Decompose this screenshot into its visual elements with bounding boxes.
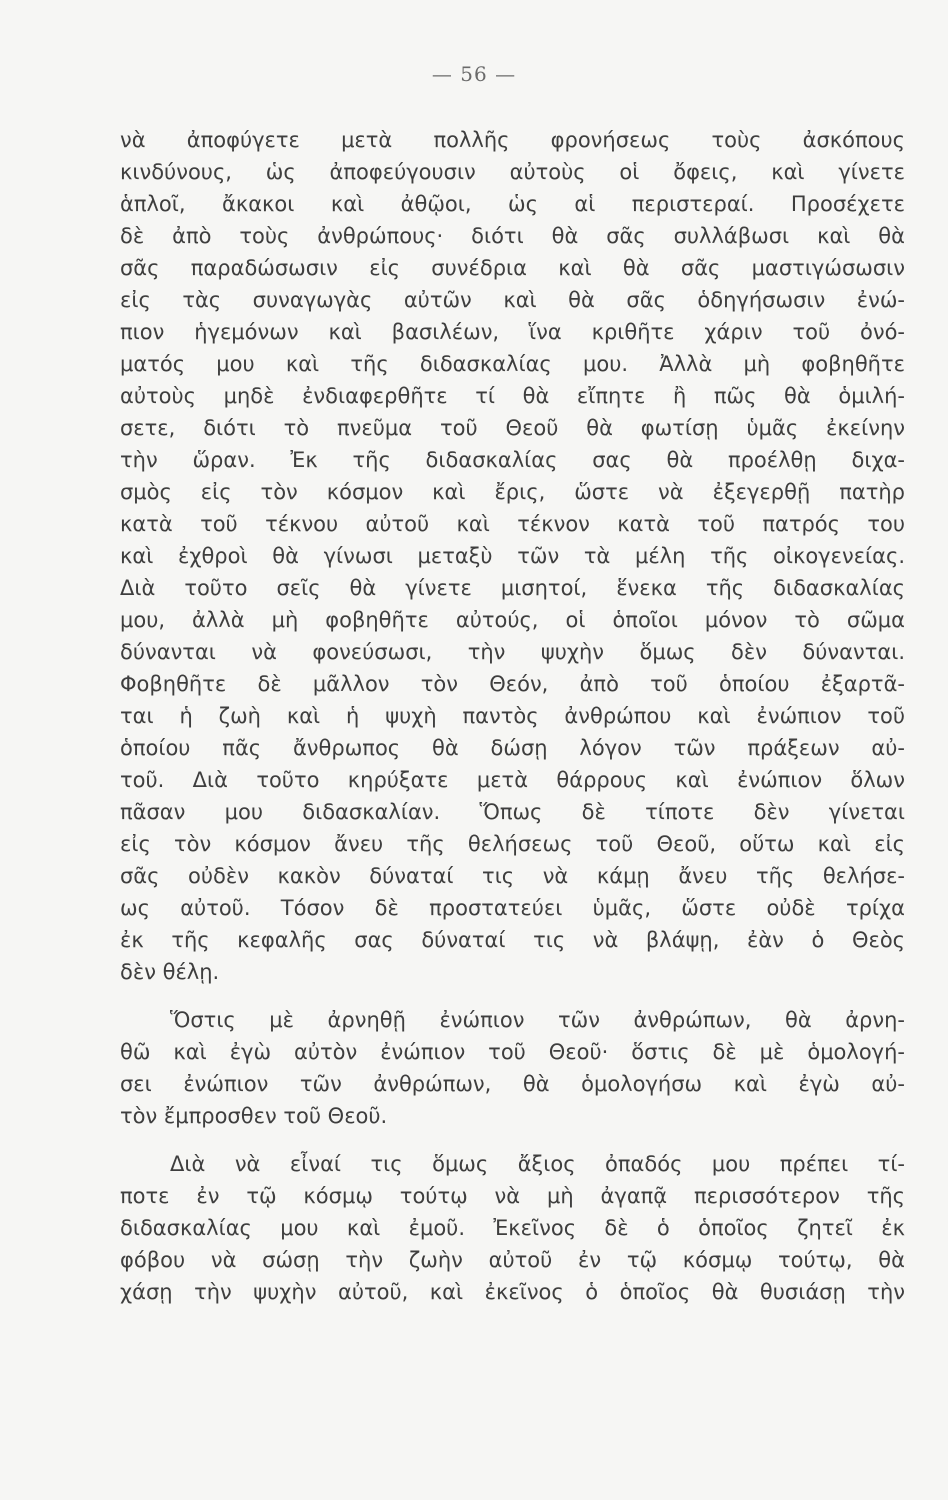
- text-line: Διὰ τοῦτο σεῖς θὰ γίνετε μισητοί, ἕνεκα τῆς διδασκαλίας: [120, 576, 905, 600]
- text-line: ποτε ἐν τῷ κόσμῳ τούτῳ νὰ μὴ ἀγαπᾷ περισσότερον τῆς: [120, 1184, 905, 1208]
- text-line: πιον ἡγεμόνων καὶ βασιλέων, ἵνα κριθῆτε χάριν τοῦ ὀνό-: [120, 320, 905, 344]
- text-line: σᾶς οὐδὲν κακὸν δύναταί τις νὰ κάμῃ ἄνευ τῆς θελήσε-: [120, 864, 905, 888]
- text-line: νὰ ἀποφύγετε μετὰ πολλῆς φρονήσεως τοὺς ἀσκόπους: [120, 128, 905, 152]
- paragraph-2: [120, 1004, 905, 1132]
- text-line: καὶ ἐχθροὶ θὰ γίνωσι μεταξὺ τῶν τὰ μέλη τῆς οἰκογενείας.: [120, 544, 905, 568]
- text-line: ἁπλοῖ, ἄκακοι καὶ ἀθῷοι, ὡς αἱ περιστεραί. Προσέχετε: [120, 192, 905, 216]
- paragraph-3: [120, 1148, 905, 1308]
- text-line: τὴν ὥραν. Ἐκ τῆς διδασκαλίας σας θὰ προέλθῃ διχα-: [120, 448, 905, 472]
- text-line: δὲ ἀπὸ τοὺς ἀνθρώπους· διότι θὰ σᾶς συλλάβωσι καὶ θὰ: [120, 224, 905, 248]
- text-line: σμὸς εἰς τὸν κόσμον καὶ ἔρις, ὥστε νὰ ἐξεγερθῇ πατὴρ: [120, 480, 905, 504]
- page-number: — 56 —: [431, 62, 517, 86]
- text-line: θῶ καὶ ἐγὼ αὐτὸν ἐνώπιον τοῦ Θεοῦ· ὅστις δὲ μὲ ὁμολογή-: [120, 1040, 905, 1064]
- text-line: εἰς τὰς συναγωγὰς αὐτῶν καὶ θὰ σᾶς ὁδηγήσωσιν ἐνώ-: [120, 288, 905, 312]
- text-line: μου, ἀλλὰ μὴ φοβηθῆτε αὐτούς, οἱ ὁποῖοι μόνον τὸ σῶμα: [120, 608, 905, 632]
- text-line: χάσῃ τὴν ψυχὴν αὐτοῦ, καὶ ἐκεῖνος ὁ ὁποῖος θὰ θυσιάσῃ τὴν: [120, 1280, 905, 1304]
- text-line: τοῦ. Διὰ τοῦτο κηρύξατε μετὰ θάρρους καὶ ἐνώπιον ὅλων: [120, 768, 905, 792]
- text-line: ως αὐτοῦ. Τόσον δὲ προστατεύει ὑμᾶς, ὥστε οὐδὲ τρίχα: [120, 896, 905, 920]
- paragraph-1: [120, 124, 905, 988]
- text-line: διδασκαλίας μου καὶ ἐμοῦ. Ἐκεῖνος δὲ ὁ ὁποῖος ζητεῖ ἐκ: [120, 1216, 905, 1240]
- text-line: ἐκ τῆς κεφαλῆς σας δύναταί τις νὰ βλάψῃ, ἐὰν ὁ Θεὸς: [120, 928, 905, 952]
- text-line: Ὅστις μὲ ἀρνηθῇ ἐνώπιον τῶν ἀνθρώπων, θὰ ἀρνη-: [170, 1008, 905, 1032]
- text-line: δύνανται νὰ φονεύσωσι, τὴν ψυχὴν ὅμως δὲν δύνανται.: [120, 640, 905, 664]
- text-line: κινδύνους, ὡς ἀποφεύγουσιν αὐτοὺς οἱ ὄφεις, καὶ γίνετε: [120, 160, 905, 184]
- text-line: Διὰ νὰ εἶναί τις ὅμως ἄξιος ὀπαδός μου πρέπει τί-: [170, 1152, 905, 1176]
- text-line: τὸν ἔμπροσθεν τοῦ Θεοῦ.: [120, 1104, 388, 1128]
- text-line: σᾶς παραδώσωσιν εἰς συνέδρια καὶ θὰ σᾶς μαστιγώσωσιν: [120, 256, 905, 280]
- text-line: σετε, διότι τὸ πνεῦμα τοῦ Θεοῦ θὰ φωτίσῃ ὑμᾶς ἐκείνην: [120, 416, 905, 440]
- text-line: Φοβηθῆτε δὲ μᾶλλον τὸν Θεόν, ἀπὸ τοῦ ὁποίου ἐξαρτᾶ-: [120, 672, 905, 696]
- text-line: εἰς τὸν κόσμον ἄνευ τῆς θελήσεως τοῦ Θεοῦ, οὕτω καὶ εἰς: [120, 832, 905, 856]
- text-line: ται ἡ ζωὴ καὶ ἡ ψυχὴ παντὸς ἀνθρώπου καὶ ἐνώπιον τοῦ: [120, 704, 905, 728]
- text-line: ματός μου καὶ τῆς διδασκαλίας μου. Ἀλλὰ μὴ φοβηθῆτε: [120, 352, 905, 376]
- text-block: [120, 124, 905, 1308]
- text-line: ὁποίου πᾶς ἄνθρωπος θὰ δώσῃ λόγον τῶν πράξεων αὐ-: [120, 736, 905, 760]
- text-line: πᾶσαν μου διδασκαλίαν. Ὅπως δὲ τίποτε δὲν γίνεται: [120, 800, 905, 824]
- paragraph-gap: [120, 1132, 905, 1148]
- text-line: κατὰ τοῦ τέκνου αὐτοῦ καὶ τέκνον κατὰ τοῦ πατρός του: [120, 512, 905, 536]
- paragraph-gap: [120, 988, 905, 1004]
- text-line: δὲν θέλῃ.: [120, 960, 220, 984]
- text-line: αὐτοὺς μηδὲ ἐνδιαφερθῆτε τί θὰ εἴπητε ἢ πῶς θὰ ὁμιλή-: [120, 384, 905, 408]
- text-line: σει ἐνώπιον τῶν ἀνθρώπων, θὰ ὁμολογήσω καὶ ἐγὼ αὐ-: [120, 1072, 905, 1096]
- text-line: φόβου νὰ σώσῃ τὴν ζωὴν αὐτοῦ ἐν τῷ κόσμῳ τούτῳ, θὰ: [120, 1248, 905, 1272]
